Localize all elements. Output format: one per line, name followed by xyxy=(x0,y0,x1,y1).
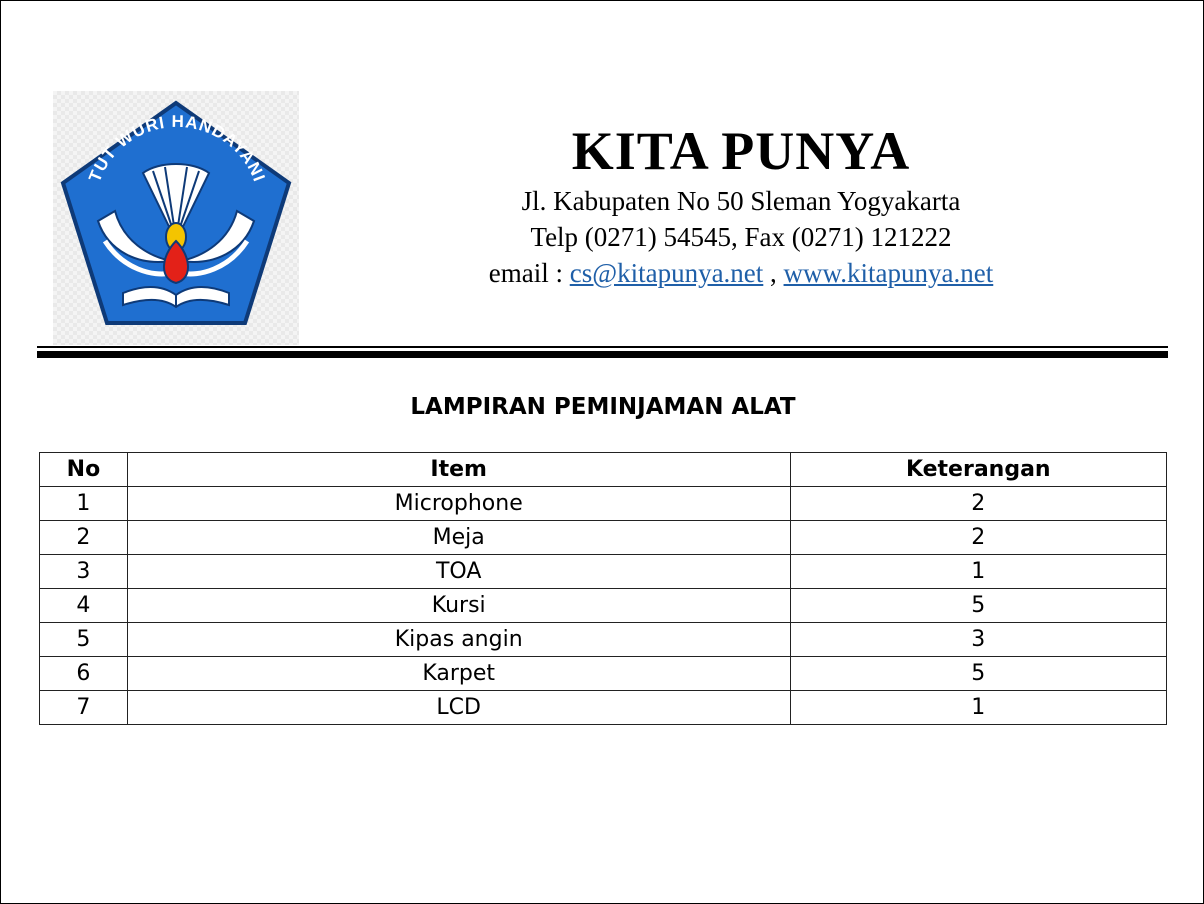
table-row xyxy=(40,623,1167,657)
cell-no: 6 xyxy=(40,657,128,691)
cell-item: Kursi xyxy=(127,589,790,623)
table-header-row xyxy=(40,453,1167,487)
contact-line xyxy=(311,255,1171,291)
contact-separator: , xyxy=(763,258,784,288)
header-item: Item xyxy=(127,453,790,487)
table-row xyxy=(40,487,1167,521)
header-keterangan: Keterangan xyxy=(790,453,1166,487)
address-line: Jl. Kabupaten No 50 Sleman Yogyakarta xyxy=(521,186,961,216)
email-link[interactable]: cs@kitapunya.net xyxy=(569,258,764,288)
cell-keterangan: 3 xyxy=(790,623,1166,657)
cell-keterangan: 5 xyxy=(790,657,1166,691)
table-row xyxy=(40,691,1167,725)
table-row xyxy=(40,555,1167,589)
cell-keterangan: 1 xyxy=(790,691,1166,725)
table-row xyxy=(40,589,1167,623)
cell-no: 3 xyxy=(40,555,128,589)
cell-item: TOA xyxy=(127,555,790,589)
emblem-icon xyxy=(53,91,299,345)
document-title: LAMPIRAN PEMINJAMAN ALAT xyxy=(410,394,796,420)
cell-no: 4 xyxy=(40,589,128,623)
cell-keterangan: 1 xyxy=(790,555,1166,589)
table-row xyxy=(40,657,1167,691)
header-no: No xyxy=(40,453,128,487)
cell-no: 2 xyxy=(40,521,128,555)
organization-name: KITA PUNYA xyxy=(571,121,911,181)
letterhead xyxy=(311,119,1171,291)
letterhead-rule-thick xyxy=(37,351,1168,358)
cell-keterangan: 2 xyxy=(790,521,1166,555)
cell-keterangan: 5 xyxy=(790,589,1166,623)
cell-no: 1 xyxy=(40,487,128,521)
cell-no: 7 xyxy=(40,691,128,725)
cell-no: 5 xyxy=(40,623,128,657)
logo-motto: TUT WURI HANDAYANI xyxy=(85,111,269,185)
cell-item: Meja xyxy=(127,521,790,555)
website-link[interactable]: www.kitapunya.net xyxy=(783,258,994,288)
email-label: email : xyxy=(488,258,570,288)
tut-wuri-handayani-logo xyxy=(53,91,299,345)
cell-item: Microphone xyxy=(127,487,790,521)
cell-item: LCD xyxy=(127,691,790,725)
phone-fax-line: Telp (0271) 54545, Fax (0271) 121222 xyxy=(530,222,952,252)
letterhead-rule-thin xyxy=(37,346,1168,348)
cell-keterangan: 2 xyxy=(790,487,1166,521)
table-row xyxy=(40,521,1167,555)
cell-item: Kipas angin xyxy=(127,623,790,657)
equipment-table xyxy=(39,452,1167,725)
cell-item: Karpet xyxy=(127,657,790,691)
